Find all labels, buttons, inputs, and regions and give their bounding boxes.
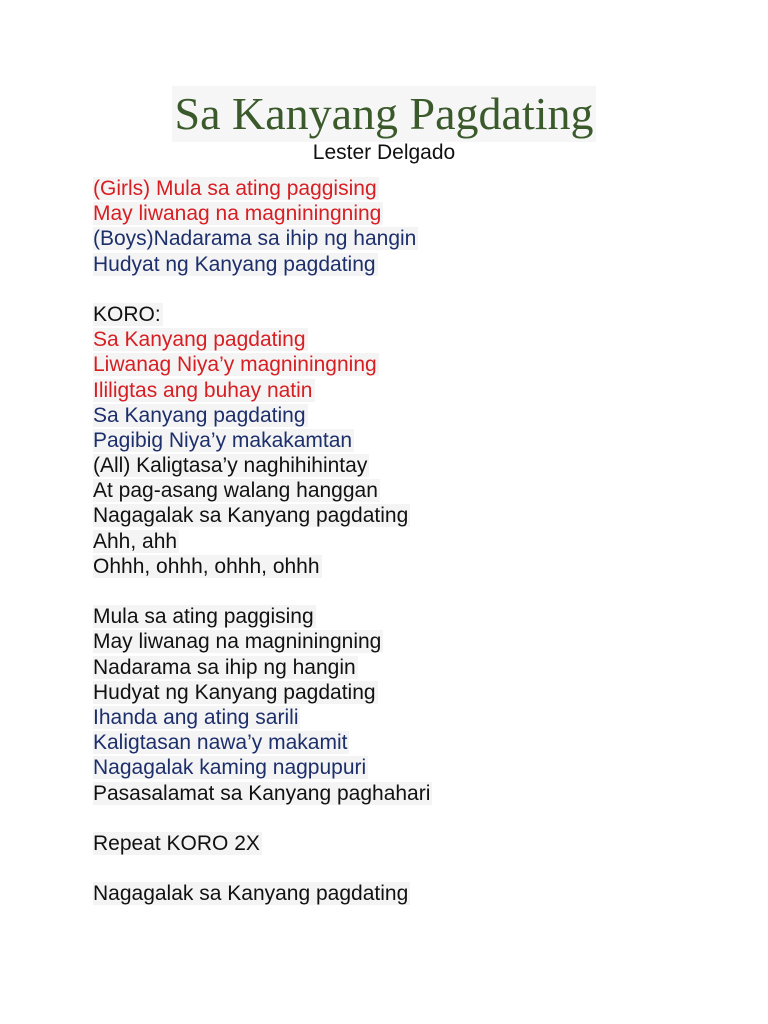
lyric-line: Sa Kanyang pagdating: [93, 328, 306, 352]
lyric-line: Mula sa ating paggising: [93, 605, 314, 629]
blank-line: [93, 579, 432, 604]
lyric-line: Kaligtasan nawa’y makamit: [93, 731, 348, 755]
lyric-line: May liwanag na magniningning: [93, 630, 382, 654]
lyric-line: Hudyat ng Kanyang pagdating: [93, 252, 376, 276]
lyric-line: May liwanag na magniningning: [93, 202, 382, 226]
lyric-line: Liwanag Niya’y magniningning: [93, 353, 377, 377]
chorus-label: KORO:: [93, 302, 161, 326]
lyric-line: Sa Kanyang pagdating: [93, 403, 306, 427]
song-title: Sa Kanyang Pagdating: [174, 88, 594, 139]
blank-line: [93, 806, 432, 831]
lyric-line: Nadarama sa ihip ng hangin: [93, 655, 356, 679]
lyric-line: (Boys)Nadarama sa ihip ng hangin: [93, 227, 417, 251]
lyric-line: Pasasalamat sa Kanyang paghahari: [93, 781, 431, 805]
blank-line: [93, 277, 432, 302]
lyric-line: Nagagalak sa Kanyang pagdating: [93, 504, 409, 528]
lyric-line: Nagagalak kaming nagpupuri: [93, 756, 367, 780]
repeat-instruction: Repeat KORO 2X: [93, 831, 260, 855]
lyric-line: Ahh, ahh: [93, 529, 178, 553]
lyric-line: Hudyat ng Kanyang pagdating: [93, 680, 376, 704]
lyric-line: At pag-asang walang hanggan: [93, 479, 378, 503]
lyric-line: (All) Kaligtasa’y naghihihintay: [93, 454, 368, 478]
song-author: Lester Delgado: [312, 141, 456, 164]
lyric-line: Nagagalak sa Kanyang pagdating: [93, 882, 409, 906]
lyric-line: Ohhh, ohhh, ohhh, ohhh: [93, 554, 320, 578]
lyric-line: Ihanda ang ating sarili: [93, 705, 299, 729]
lyric-line: Ililigtas ang buhay natin: [93, 378, 313, 402]
blank-line: [93, 856, 432, 881]
lyric-line: Pagibig Niya’y makakamtan: [93, 428, 353, 452]
lyrics-body: [93, 176, 432, 906]
lyric-line: (Girls) Mula sa ating paggising: [93, 177, 377, 200]
